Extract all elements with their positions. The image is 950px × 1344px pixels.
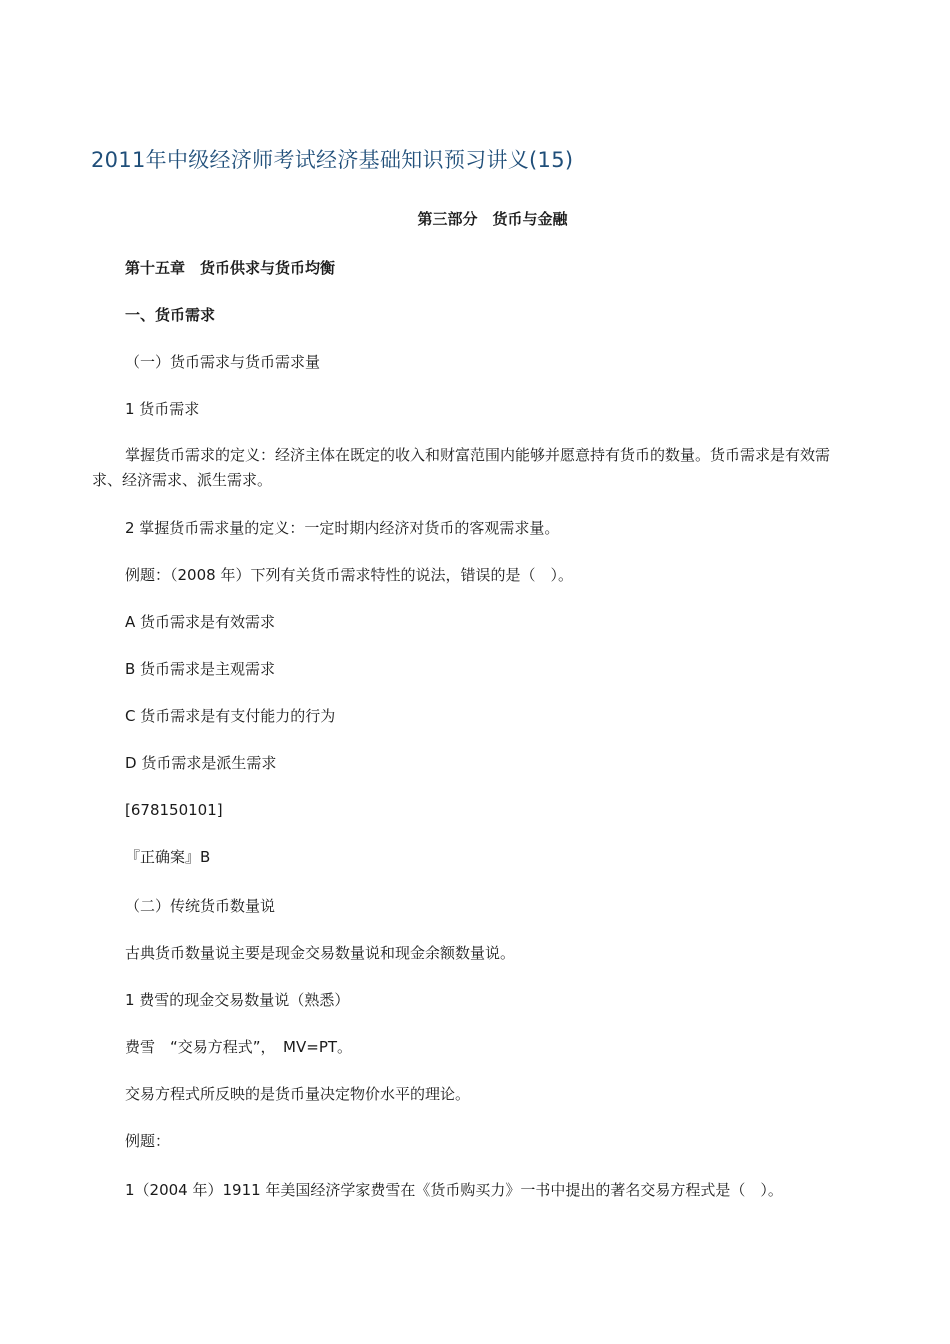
- part-heading: 第三部分 货币与金融: [417, 210, 568, 228]
- subsection-heading: （二）传统货币数量说: [125, 897, 276, 915]
- example-question: 例题：（2008 年）下列有关货币需求特性的说法，错误的是（ ）。: [125, 566, 573, 584]
- option-a: A 货币需求是有效需求: [125, 613, 276, 631]
- option-d: D 货币需求是派生需求: [125, 754, 277, 772]
- section-heading: 一、货币需求: [125, 306, 216, 324]
- subsection-heading: （一）货币需求与货币需求量: [125, 353, 321, 371]
- option-b: B 货币需求是主观需求: [125, 660, 276, 678]
- example-label: 例题：: [125, 1132, 171, 1150]
- item-heading: 1 货币需求: [125, 400, 200, 418]
- chapter-heading: 第十五章 货币供求与货币均衡: [125, 259, 336, 277]
- option-c: C 货币需求是有支付能力的行为: [125, 707, 336, 725]
- definition-paragraph: 掌握货币需求的定义：经济主体在既定的收入和财富范围内能够并愿意持有货币的数量。货币需求是有效需求、经济需求、派生需求。: [92, 446, 831, 489]
- body-text: 费雪 “交易方程式”， MV=PT。: [125, 1038, 353, 1056]
- document-title: 2011年中级经济师考试经济基础知识预习讲义(15): [91, 148, 574, 172]
- body-text: 古典货币数量说主要是现金交易数量说和现金余额数量说。: [125, 944, 516, 962]
- answer-text: 『正确案』B: [125, 848, 211, 866]
- item-heading: 2 掌握货币需求量的定义：一定时期内经济对货币的客观需求量。: [125, 519, 560, 537]
- item-heading: 1 费雪的现金交易数量说（熟悉）: [125, 991, 350, 1009]
- question-code: [678150101]: [125, 801, 223, 819]
- body-text: 交易方程式所反映的是货币量决定物价水平的理论。: [125, 1085, 471, 1103]
- example-question: 1（2004 年）1911 年美国经济学家费雪在《货币购买力》一书中提出的著名交易方程式是（ ）。: [125, 1181, 783, 1199]
